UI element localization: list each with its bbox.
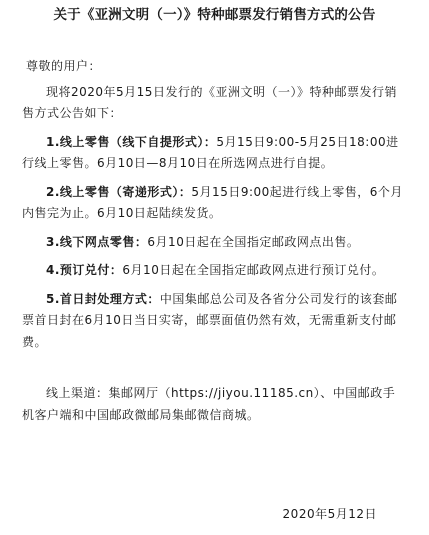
item-heading: 1.线上零售（线下自提形式）： bbox=[46, 134, 217, 149]
item-online-pickup bbox=[22, 132, 406, 175]
item-heading: 4.预订兑付： bbox=[46, 263, 123, 277]
announcement-date: 2020年5月12日 bbox=[282, 507, 377, 521]
item-first-day-cover bbox=[22, 289, 406, 354]
item-heading: 2.线上零售（寄递形式）： bbox=[46, 184, 192, 199]
announcement-body bbox=[22, 56, 406, 426]
online-channels-paragraph: 线上渠道：集邮网厅（https://jiyou.11185.cn）、中国邮政手机客户端和中国邮政微邮局集邮微信商城。 bbox=[22, 386, 396, 422]
item-preorder-redemption bbox=[22, 260, 406, 282]
item-text: 中国集邮总公司及各省分公司发行的该套邮票首日封在6月10日当日实寄，邮票面值仍然有效，无需重新支付邮费。 bbox=[22, 291, 398, 349]
page-title: 关于《亚洲文明（一）》特种邮票发行销售方式的公告 bbox=[53, 7, 376, 23]
item-text: 5月15日9:00起进行线上零售，6个月内售完为止。6月10日起陆续发货。 bbox=[22, 184, 403, 220]
item-online-delivery bbox=[22, 182, 406, 225]
item-text: 6月10日起在全国指定邮政网点进行预订兑付。 bbox=[122, 263, 385, 277]
item-offline-retail bbox=[22, 232, 406, 254]
item-heading: 3.线下网点零售： bbox=[46, 234, 148, 249]
item-heading: 5.首日封处理方式： bbox=[46, 291, 160, 306]
intro-paragraph: 现将2020年5月15日发行的《亚洲文明（一）》特种邮票发行销售方式公告如下： bbox=[22, 84, 397, 120]
salutation: 尊敬的用户： bbox=[26, 59, 102, 73]
item-text: 6月10日起在全国指定邮政网点出售。 bbox=[147, 234, 360, 249]
item-text: 5月15日9:00-5月25日18:00进行线上零售。6月10日—8月10日在所选网点进行自提。 bbox=[22, 134, 399, 170]
